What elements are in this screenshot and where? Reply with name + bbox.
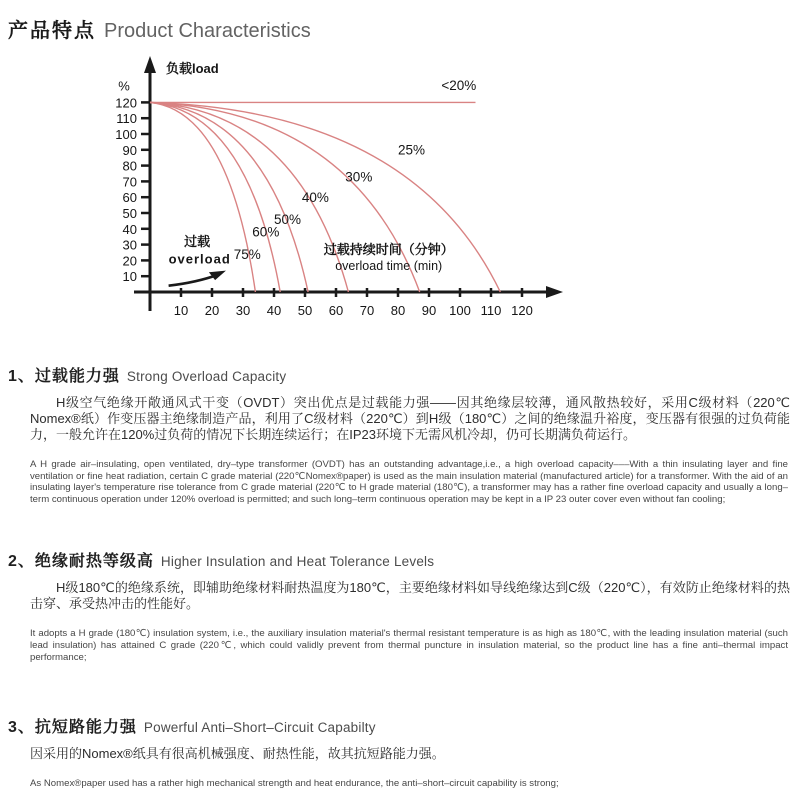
overload-duration-chart <box>110 47 580 339</box>
x-axis-label-en: overload time (min) <box>335 258 443 273</box>
y-tick-label: 80 <box>122 158 137 174</box>
overload-arrow <box>169 275 219 286</box>
section-1-body-en: A H grade air–insulating, open ventilated, dry–type transformer (OVDT) has an outstanding advantage,i.e., a high overload capacity–––With a thin insulating layer and fine ventilation or fine heat radiation, certain C grade material (220℃Nomex®paper) is used as the main insulation material (manufactured article) for a transformer. With the aid of an insulating layer's temperature rise tolerance from C grade material (220℃ to H grade material (180℃), a transformer may has a rather fine overload capacity and usually a long–term continuous operation under 120% overload is permitted; and such long–term continuous operation may be kept in a IP 23 outer cover even without fan cooling; <box>30 459 788 505</box>
section-1-heading <box>8 360 800 388</box>
overload-chart-area <box>110 47 580 344</box>
curve-label: 60% <box>252 224 280 240</box>
section-1-body-zh: H级空气绝缘开敞通风式干变（OVDT）突出优点是过载能力强——因其绝缘层较薄，通风散热较好，采用C级材料（220℃ Nomex®纸）作变压器主绝缘制造产品，利用了C级材料（220℃）到H级（180℃）之间的绝缘温升裕度，变压器有很强的过负荷能力，一般允许在120%过负荷的情况下长期连续运行；在IP23环境下无需风机冷却，仍可长期满负荷运行。 <box>30 395 790 442</box>
section-2-body-zh: H级180℃的绝缘系统，即辅助绝缘材料耐热温度为180℃，主要绝缘材料如导线绝缘达到C级（220℃），有效防止绝缘材料的热击穿、承受热冲击的性能好。 <box>30 580 790 612</box>
section-2-number: 2、 <box>8 553 35 571</box>
section-3-body-zh: 因采用的Nomex®纸具有很高机械强度、耐热性能，故其抗短路能力强。 <box>30 746 445 762</box>
section-3-title-en: Powerful Anti–Short–Circuit Capabilty <box>143 720 376 736</box>
x-tick-label: 20 <box>204 303 220 318</box>
x-tick-label: 70 <box>359 303 375 318</box>
curve-label: 25% <box>398 142 426 158</box>
section-3-number: 3、 <box>8 719 35 737</box>
y-tick-label: 110 <box>116 111 137 127</box>
y-tick-label: 70 <box>122 174 137 190</box>
x-axis-label-zh: 过载持续时间（分钟） <box>323 242 454 258</box>
section-2-heading <box>8 545 800 573</box>
section-3-body-en: As Nomex®paper used has a rather high mechanical strength and heat endurance, the anti–short–circuit capability is strong; <box>30 778 559 790</box>
y-tick-label: 90 <box>122 142 137 158</box>
section-1-title-zh: 过载能力强 <box>34 368 120 385</box>
section-2-title-en: Higher Insulation and Heat Tolerance Levels <box>160 554 435 570</box>
section-2-body-en: It adopts a H grade (180℃) insulation system, i.e., the auxiliary insulation material's thermal resistant temperature is as high as 180℃, with the leading insulation material (such lead insulation) has attained C grade (220℃, which could validly prevent from thermal puncture in insulation material, so the product line has a fine anti–thermal impact performance; <box>30 628 788 663</box>
y-tick-label: 100 <box>115 127 137 142</box>
y-tick-label: 50 <box>122 206 137 221</box>
section-3-title-zh: 抗短路能力强 <box>34 719 137 737</box>
overload-arrowhead-icon <box>209 271 226 280</box>
x-tick-label: 80 <box>390 303 406 318</box>
x-tick-label: 50 <box>297 303 313 318</box>
page-title-zh: 产品特点 <box>8 20 96 42</box>
curve-label: 75% <box>233 246 261 262</box>
curve-label: <20% <box>441 77 477 93</box>
x-tick-label: 120 <box>511 303 533 318</box>
x-axis-arrow-icon <box>546 286 563 298</box>
curve-label: 50% <box>274 212 302 228</box>
section-anti-short-circuit <box>0 711 800 790</box>
curve-label: 40% <box>301 189 329 205</box>
section-3-heading <box>8 711 800 739</box>
section-strong-overload-capacity <box>0 360 800 505</box>
y-tick-label: 10 <box>122 269 137 285</box>
section-higher-insulation <box>0 545 800 663</box>
page-title-en: Product Characteristics <box>104 20 311 42</box>
x-tick-label: 100 <box>449 303 471 318</box>
x-tick-label: 10 <box>173 303 189 318</box>
section-1-number: 1、 <box>8 368 35 385</box>
x-tick-label: 60 <box>328 303 344 318</box>
y-tick-label: 30 <box>122 237 137 253</box>
x-tick-label: 90 <box>421 303 437 318</box>
y-tick-label: 120 <box>115 95 137 111</box>
x-tick-label: 30 <box>235 303 251 318</box>
y-axis-arrow-icon <box>144 56 156 73</box>
y-tick-label: 40 <box>122 221 137 237</box>
y-axis-unit-label: % <box>118 78 130 94</box>
section-1-title-en: Strong Overload Capacity <box>126 369 287 384</box>
y-tick-label: 60 <box>122 190 137 206</box>
section-2-title-zh: 绝缘耐热等级高 <box>34 553 154 571</box>
page-title <box>0 0 800 43</box>
y-tick-label: 20 <box>122 253 137 269</box>
overload-note-zh: 过载 <box>184 234 211 250</box>
y-axis-label: 负载load <box>166 61 219 76</box>
x-tick-label: 40 <box>266 303 282 318</box>
overload-note-en: overload <box>168 251 231 267</box>
x-tick-label: 110 <box>480 303 502 318</box>
curve-label: 30% <box>345 169 373 185</box>
